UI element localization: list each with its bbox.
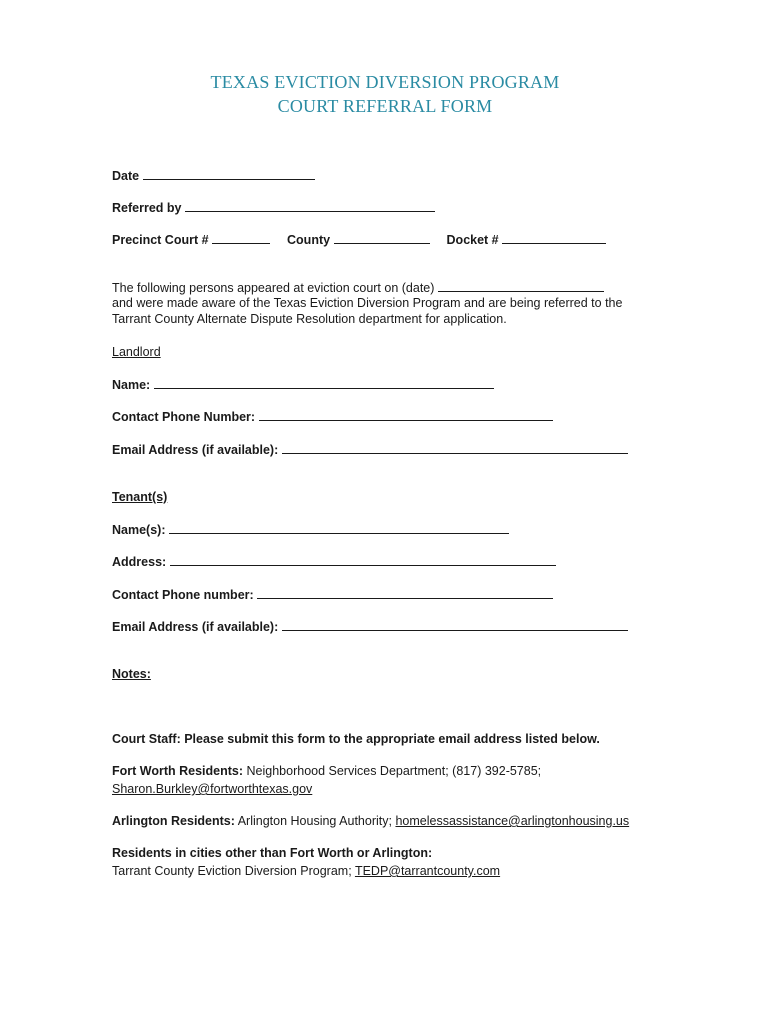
tenant-names-label: Name(s): <box>112 523 166 537</box>
county-label: County <box>287 233 331 247</box>
tenant-address-blank[interactable] <box>170 553 556 566</box>
precinct-court-blank[interactable] <box>212 231 270 244</box>
notes-heading: Notes: <box>112 667 151 681</box>
fort-worth-text: Neighborhood Services Department; (817) 392-5785; <box>246 764 542 778</box>
fort-worth-label: Fort Worth Residents: <box>112 764 244 778</box>
landlord-name-blank[interactable] <box>154 376 494 389</box>
landlord-name-label: Name: <box>112 378 151 392</box>
arlington-text: Arlington Housing Authority; <box>237 814 392 828</box>
intro-line3: Tarrant County Alternate Dispute Resolution department for application. <box>112 312 507 326</box>
landlord-email-label: Email Address (if available): <box>112 443 279 457</box>
landlord-email-field <box>112 441 628 458</box>
arlington-email-link[interactable]: homelessassistance@arlingtonhousing.us <box>395 814 630 828</box>
intro-line1 <box>112 279 604 296</box>
court-info-row <box>112 231 606 248</box>
docket-blank[interactable] <box>502 231 606 244</box>
date-label: Date <box>112 169 140 183</box>
tenant-names-field <box>112 521 509 538</box>
tenant-phone-blank[interactable] <box>257 586 553 599</box>
form-title-line2: COURT REFERRAL FORM <box>277 96 493 116</box>
fort-worth-email-link[interactable]: Sharon.Burkley@fortworthtexas.gov <box>112 782 313 796</box>
landlord-phone-blank[interactable] <box>259 408 553 421</box>
tenant-email-field <box>112 618 628 635</box>
tenant-email-label: Email Address (if available): <box>112 620 279 634</box>
docket-label: Docket # <box>446 233 499 247</box>
court-staff-instruction: Court Staff: Please submit this form to the appropriate email address listed below. <box>112 732 600 746</box>
date-blank[interactable] <box>143 167 315 180</box>
tedp-email-link[interactable]: TEDP@tarrantcounty.com <box>354 864 501 878</box>
tenant-address-field <box>112 553 556 570</box>
landlord-heading: Landlord <box>112 345 161 359</box>
tenant-phone-field <box>112 586 553 603</box>
other-residents-label: Residents in cities other than Fort Worth or Arlington: <box>112 846 433 860</box>
referred-by-blank[interactable] <box>185 199 435 212</box>
landlord-name-field <box>112 376 494 393</box>
arlington-line <box>112 813 629 829</box>
tenant-address-label: Address: <box>112 555 167 569</box>
other-residents-line <box>112 863 500 879</box>
appearance-date-blank[interactable] <box>438 279 604 292</box>
fort-worth-line <box>112 763 541 779</box>
precinct-court-label: Precinct Court # <box>112 233 209 247</box>
referred-by-label: Referred by <box>112 201 182 215</box>
referred-by-field <box>112 199 435 216</box>
date-field <box>112 167 315 184</box>
intro-line2: and were made aware of the Texas Eviction Diversion Program and are being referred to the <box>112 296 623 310</box>
tenant-email-blank[interactable] <box>282 618 628 631</box>
landlord-phone-field <box>112 408 553 425</box>
county-blank[interactable] <box>334 231 430 244</box>
form-title-line1: TEXAS EVICTION DIVERSION PROGRAM <box>210 72 560 92</box>
arlington-label: Arlington Residents: <box>112 814 235 828</box>
intro-text1: The following persons appeared at eviction court on (date) <box>112 281 435 295</box>
landlord-phone-label: Contact Phone Number: <box>112 410 256 424</box>
tenant-phone-label: Contact Phone number: <box>112 588 254 602</box>
landlord-email-blank[interactable] <box>282 441 628 454</box>
tenant-heading: Tenant(s) <box>112 490 168 504</box>
tenant-names-blank[interactable] <box>169 521 509 534</box>
other-residents-text: Tarrant County Eviction Diversion Program; <box>112 864 352 878</box>
